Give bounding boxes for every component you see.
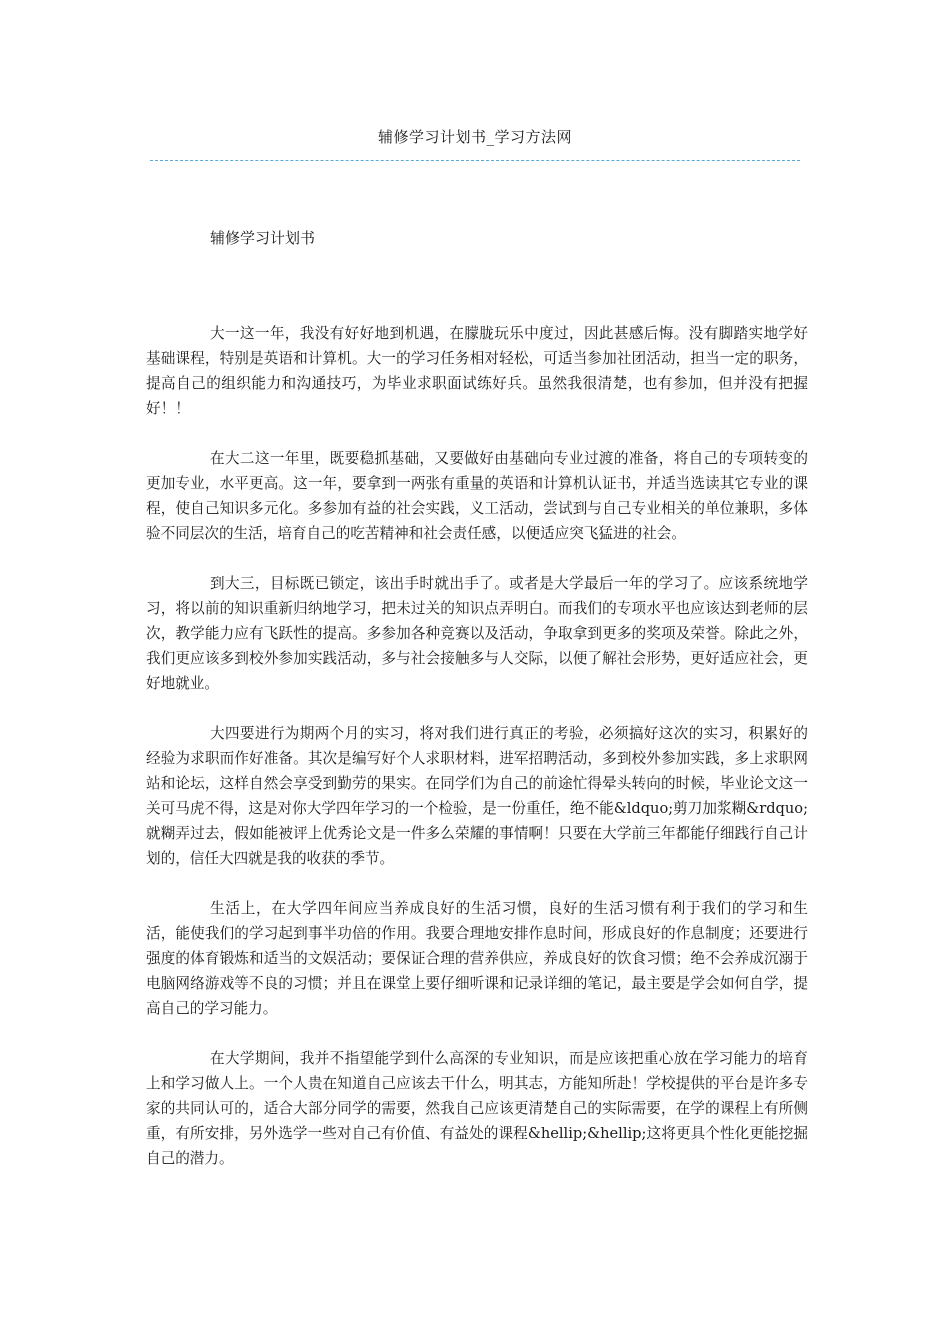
paragraph-1: 大一这一年，我没有好好地到机遇，在朦胧玩乐中度过，因此甚感后悔。没有脚踏实地学好基础课程，特别是英语和计算机。大一的学习任务相对轻松，可适当参加社团活动，担当一定的职务，提高自己的组织能力和沟通技巧，为毕业求职面试练好兵。虽然我很清楚，也有参加，但并没有把握好！！	[146, 325, 808, 417]
document-body	[146, 321, 808, 1196]
paragraph-3: 到大三，目标既已锁定，该出手时就出手了。或者是大学最后一年的学习了。应该系统地学习，将以前的知识重新归纳地学习，把未过关的知识点弄明白。而我们的专项水平也应该达到老师的层次，教学能力应有飞跃性的提高。多参加各种竞赛以及活动，争取拿到更多的奖项及荣誉。除此之外，我们更应该多到校外参加实践活动，多与社会接触多与人交际，以便了解社会形势，更好适应社会，更好地就业。	[146, 575, 808, 692]
paragraph-6: 在大学期间，我并不指望能学到什么高深的专业知识，而是应该把重心放在学习能力的培育上和学习做人上。一个人贵在知道自己应该去干什么，明其志，方能知所赴！学校提供的平台是许多专家的共同认可的，适合大部分同学的需要，然我自己应该更清楚自己的实际需要，在学的课程上有所侧重，有所安排，另外选学一些对自己有价值、有益处的课程&hellip;&hellip;这将更具个性化更能挖掘自己的潜力。	[146, 1050, 808, 1167]
paragraph-2: 在大二这一年里，既要稳抓基础，又要做好由基础向专业过渡的准备，将自己的专项转变的更加专业，水平更高。这一年，要拿到一两张有重量的英语和计算机认证书，并适当选读其它专业的课程，使自己知识多元化。多参加有益的社会实践，义工活动，尝试到与自己专业相关的单位兼职，多体验不同层次的生活，培育自己的吃苦精神和社会责任感，以便适应突飞猛进的社会。	[146, 450, 808, 542]
paragraph-4: 大四要进行为期两个月的实习，将对我们进行真正的考验，必须搞好这次的实习，积累好的经验为求职而作好准备。其次是编写好个人求职材料，进军招聘活动，多到校外参加实践，多上求职网站和论坛，这样自然会享受到勤劳的果实。在同学们为自己的前途忙得晕头转向的时候，毕业论文这一关可马虎不得，这是对你大学四年学习的一个检验，是一份重任，绝不能&ldquo;剪刀加浆糊&rdquo;就糊弄过去，假如能被评上优秀论文是一件多么荣耀的事情啊！只要在大学前三年都能仔细践行自己计划的，信任大四就是我的收获的季节。	[146, 725, 808, 867]
document-subtitle: 辅修学习计划书	[210, 229, 316, 247]
header-dashed-rule	[150, 160, 800, 161]
paragraph-5: 生活上，在大学四年间应当养成良好的生活习惯，良好的生活习惯有利于我们的学习和生活，能使我们的学习起到事半功倍的作用。我要合理地安排作息时间，形成良好的作息制度；还要进行强度的体育锻炼和适当的文娱活动；要保证合理的营养供应，养成良好的饮食习惯；绝不会养成沉溺于电脑网络游戏等不良的习惯；并且在课堂上要仔细听课和记录详细的笔记，最主要是学会如何自学，提高自己的学习能力。	[146, 900, 808, 1017]
document-header-title: 辅修学习计划书_学习方法网	[377, 128, 572, 146]
